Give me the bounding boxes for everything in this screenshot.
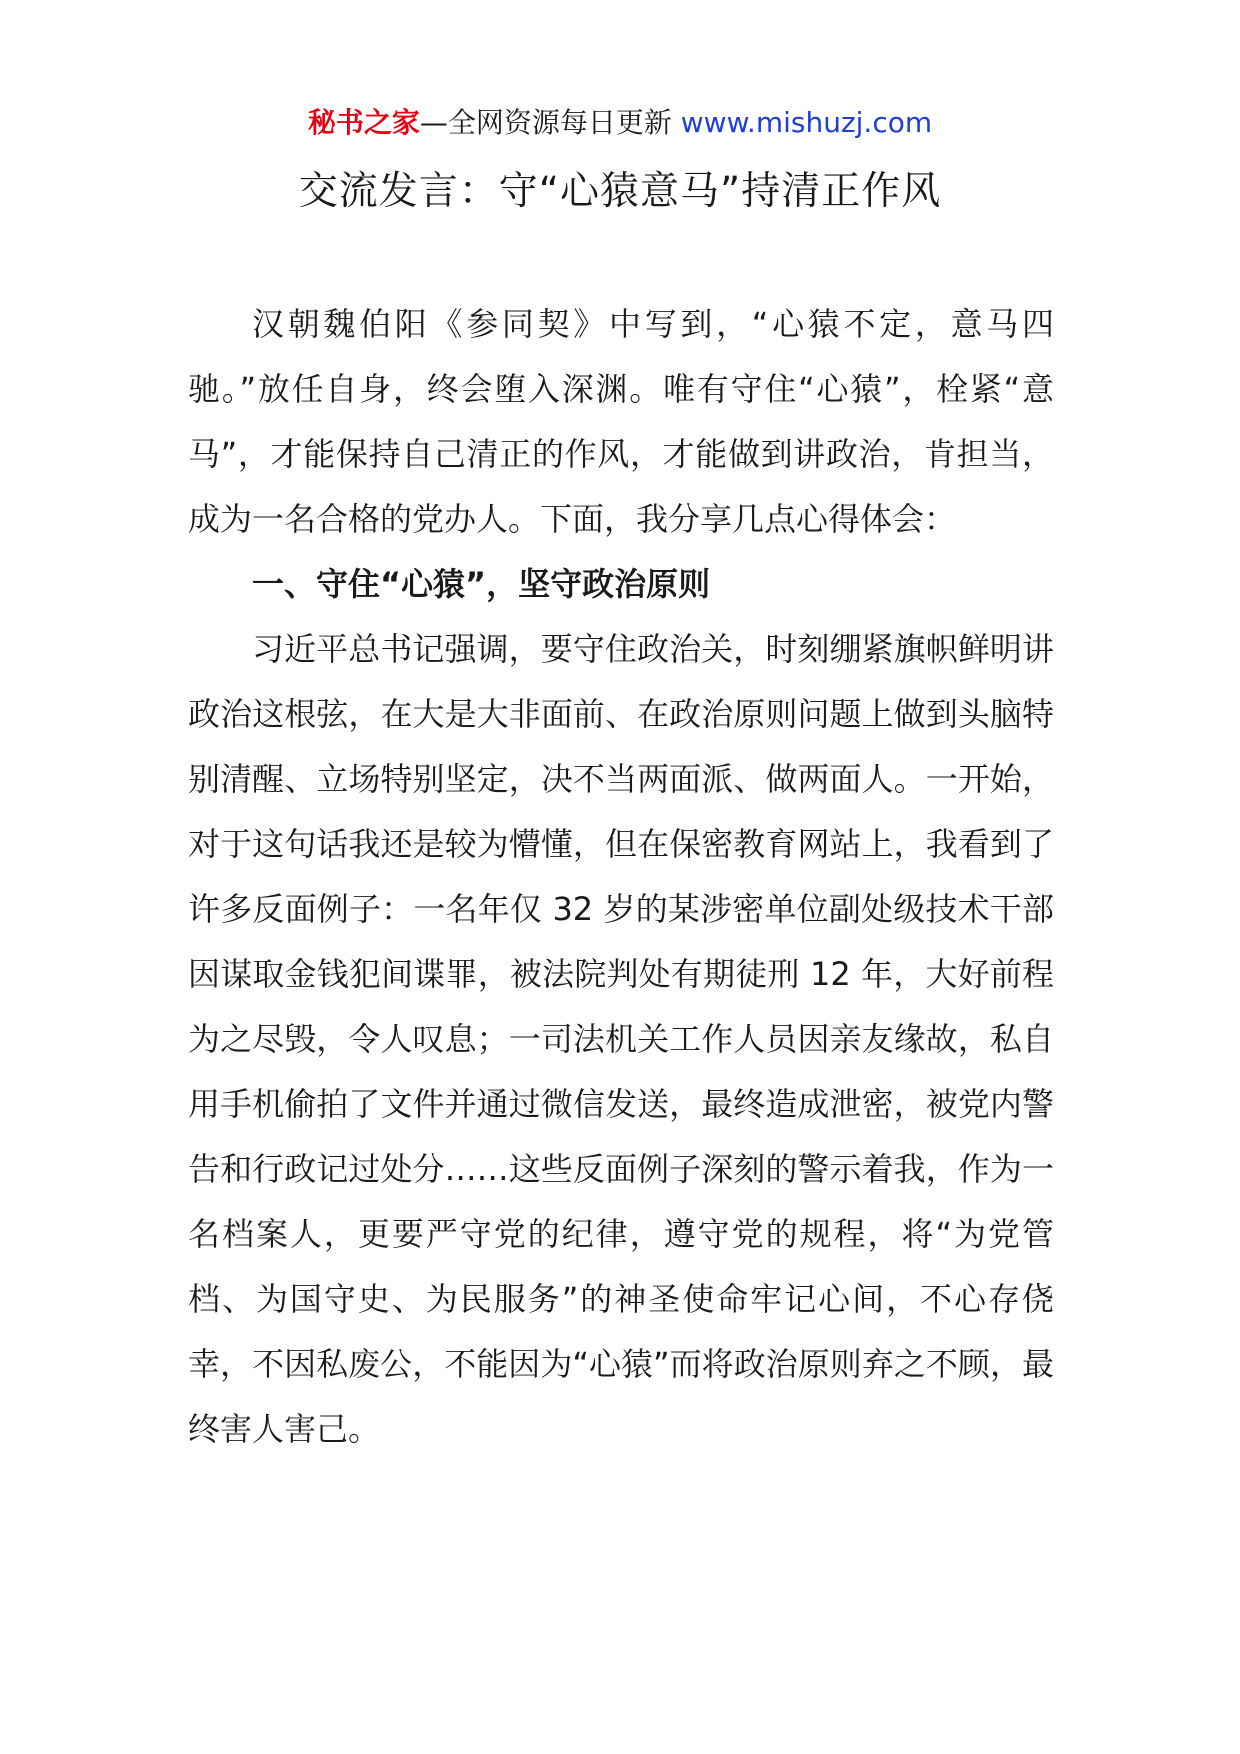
document-title: 交流发言：守“心猿意马”持清正作风 [298, 169, 942, 214]
body-paragraph: 习近平总书记强调，要守住政治关，时刻绷紧旗帜鲜明讲政治这根弦，在大是大非面前、在政治原则问题上做到头脑特别清醒、立场特别坚定，决不当两面派、做两面人。一开始，对于这句话我还是较为懵懂，但在保密教育网站上，我看到了许多反面例子：一名年仅 32 岁的某涉密单位副处级技术干部因谋取金钱犯间谍罪，被法院判处有期徒刑 12 年，大好前程为之尽毁，令人叹息；一司法机关工作人员因亲友缘故，私自用手机偷拍了文件并通过微信发送，最终造成泄密，被党内警告和行政记过处分……这些反面例子深刻的警示着我，作为一名档案人，更要严守党的纪律，遵守党的规程，将“为党管档、为国守史、为民服务”的神圣使命牢记心间，不心存侥幸，不因私废公，不能因为“心猿”而将政治原则弃之不顾，最终害人害己。 [188, 630, 1054, 1448]
section-heading: 一、守住“心猿”，坚守政治原则 [252, 565, 711, 603]
header-tagline: —全网资源每日更新 [419, 106, 681, 139]
site-header [0, 103, 1240, 143]
body-paragraph-intro: 汉朝魏伯阳《参同契》中写到，“心猿不定，意马四驰。”放任自身，终会堕入深渊。唯有守住“心猿”，栓紧“意马”，才能保持自己清正的作风，才能做到讲政治，肯担当，成为一名合格的党办人。下面，我分享几点心得体会： [188, 305, 1054, 538]
document-body [188, 292, 1054, 1462]
site-url-link[interactable]: www.mishuzj.com [680, 106, 933, 139]
brand-name: 秘书之家 [307, 106, 420, 139]
